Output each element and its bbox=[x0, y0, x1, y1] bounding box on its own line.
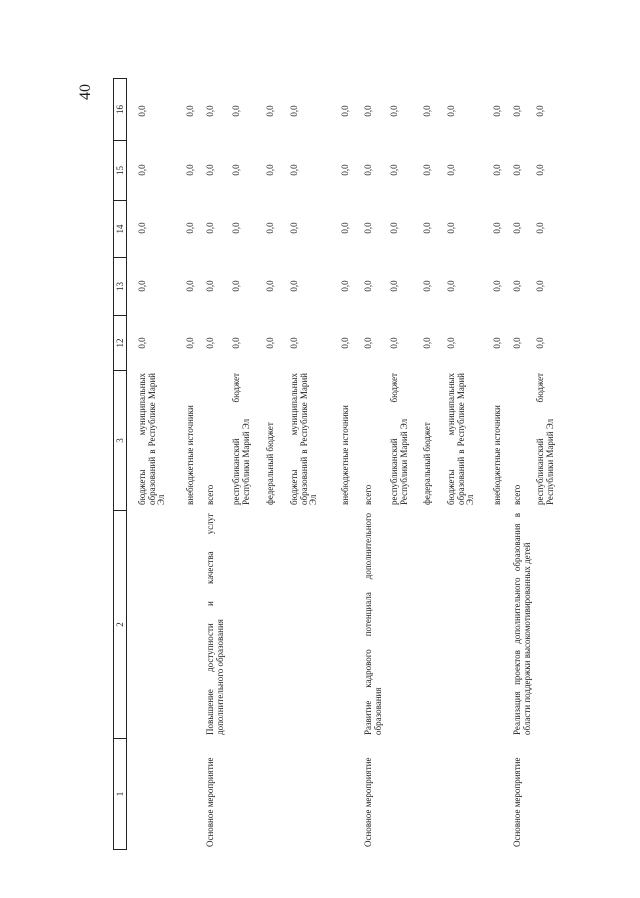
funding-source: бюджеты муниципальных образований в Республике Марий Эл bbox=[446, 373, 476, 505]
value-col-14: 0,0 bbox=[512, 222, 522, 234]
value-col-12: 0,0 bbox=[512, 337, 522, 349]
value-col-15: 0,0 bbox=[137, 164, 147, 176]
table-row bbox=[446, 68, 476, 858]
value-col-16: 0,0 bbox=[289, 105, 299, 117]
funding-source: всего bbox=[363, 484, 373, 505]
value-col-16: 0,0 bbox=[512, 105, 522, 117]
funding-source: внебюджетные источники bbox=[185, 405, 195, 505]
table-row bbox=[265, 68, 275, 858]
value-col-12: 0,0 bbox=[137, 337, 147, 349]
header-col-12: 12 bbox=[113, 315, 127, 370]
value-col-14: 0,0 bbox=[185, 222, 195, 234]
value-col-14: 0,0 bbox=[446, 222, 456, 234]
table-row bbox=[340, 68, 350, 858]
value-col-13: 0,0 bbox=[535, 280, 545, 292]
value-col-14: 0,0 bbox=[265, 222, 275, 234]
funding-source: внебюджетные источники bbox=[492, 405, 502, 505]
value-col-13: 0,0 bbox=[422, 280, 432, 292]
value-col-14: 0,0 bbox=[535, 222, 545, 234]
value-col-15: 0,0 bbox=[363, 164, 373, 176]
value-col-14: 0,0 bbox=[389, 222, 399, 234]
value-col-15: 0,0 bbox=[185, 164, 195, 176]
value-col-14: 0,0 bbox=[205, 222, 215, 234]
rotated-document-page bbox=[75, 68, 565, 858]
value-col-13: 0,0 bbox=[389, 280, 399, 292]
funding-source: республиканский бюджет Республики Марий Эл bbox=[231, 373, 251, 505]
funding-source: федеральный бюджет bbox=[422, 422, 432, 505]
value-col-12: 0,0 bbox=[363, 337, 373, 349]
value-col-14: 0,0 bbox=[422, 222, 432, 234]
value-col-16: 0,0 bbox=[535, 105, 545, 117]
value-col-16: 0,0 bbox=[231, 105, 241, 117]
funding-source: всего bbox=[205, 484, 215, 505]
value-col-13: 0,0 bbox=[265, 280, 275, 292]
value-col-14: 0,0 bbox=[340, 222, 350, 234]
header-col-3: 3 bbox=[113, 370, 127, 510]
value-col-13: 0,0 bbox=[340, 280, 350, 292]
value-col-14: 0,0 bbox=[137, 222, 147, 234]
table-row bbox=[363, 68, 383, 858]
table-row bbox=[137, 68, 167, 858]
value-col-12: 0,0 bbox=[422, 337, 432, 349]
table-row bbox=[185, 68, 195, 858]
value-col-12: 0,0 bbox=[535, 337, 545, 349]
value-col-16: 0,0 bbox=[422, 105, 432, 117]
value-col-15: 0,0 bbox=[289, 164, 299, 176]
value-col-13: 0,0 bbox=[289, 280, 299, 292]
header-col-13: 13 bbox=[113, 257, 127, 315]
value-col-14: 0,0 bbox=[363, 222, 373, 234]
value-col-13: 0,0 bbox=[231, 280, 241, 292]
value-col-16: 0,0 bbox=[363, 105, 373, 117]
value-col-14: 0,0 bbox=[289, 222, 299, 234]
value-col-16: 0,0 bbox=[137, 105, 147, 117]
value-col-15: 0,0 bbox=[446, 164, 456, 176]
value-col-12: 0,0 bbox=[231, 337, 241, 349]
activity-type: Основное мероприятие bbox=[205, 757, 215, 847]
value-col-14: 0,0 bbox=[492, 222, 502, 234]
activity-name: Повышение доступности и качества услуг дополнительного образования bbox=[205, 513, 225, 735]
value-col-16: 0,0 bbox=[205, 105, 215, 117]
activity-type: Основное мероприятие bbox=[512, 757, 522, 847]
activity-name: Реализация проектов дополнительного образования в области поддержки высокомотивированных детей bbox=[512, 513, 532, 735]
value-col-15: 0,0 bbox=[492, 164, 502, 176]
value-col-13: 0,0 bbox=[446, 280, 456, 292]
value-col-15: 0,0 bbox=[340, 164, 350, 176]
table-row bbox=[231, 68, 251, 858]
activity-name: Развитие кадрового потенциала дополнительного образования bbox=[363, 513, 383, 735]
activity-type: Основное мероприятие bbox=[363, 757, 373, 847]
funding-source: республиканский бюджет Республики Марий Эл bbox=[535, 373, 555, 505]
value-col-16: 0,0 bbox=[446, 105, 456, 117]
table-row bbox=[492, 68, 502, 858]
table-row bbox=[422, 68, 432, 858]
value-col-16: 0,0 bbox=[492, 105, 502, 117]
header-col-16: 16 bbox=[113, 78, 127, 140]
page-number: 40 bbox=[77, 84, 94, 100]
value-col-12: 0,0 bbox=[205, 337, 215, 349]
value-col-12: 0,0 bbox=[289, 337, 299, 349]
value-col-15: 0,0 bbox=[231, 164, 241, 176]
header-col-15: 15 bbox=[113, 140, 127, 200]
value-col-12: 0,0 bbox=[446, 337, 456, 349]
table-row bbox=[512, 68, 532, 858]
funding-source: республиканский бюджет Республики Марий Эл bbox=[389, 373, 409, 505]
value-col-15: 0,0 bbox=[535, 164, 545, 176]
value-col-13: 0,0 bbox=[363, 280, 373, 292]
value-col-13: 0,0 bbox=[185, 280, 195, 292]
value-col-13: 0,0 bbox=[512, 280, 522, 292]
value-col-12: 0,0 bbox=[265, 337, 275, 349]
value-col-15: 0,0 bbox=[422, 164, 432, 176]
value-col-13: 0,0 bbox=[137, 280, 147, 292]
value-col-12: 0,0 bbox=[492, 337, 502, 349]
value-col-15: 0,0 bbox=[512, 164, 522, 176]
funding-source: внебюджетные источники bbox=[340, 405, 350, 505]
value-col-12: 0,0 bbox=[340, 337, 350, 349]
value-col-16: 0,0 bbox=[340, 105, 350, 117]
value-col-12: 0,0 bbox=[185, 337, 195, 349]
value-col-16: 0,0 bbox=[185, 105, 195, 117]
value-col-13: 0,0 bbox=[205, 280, 215, 292]
header-col-2: 2 bbox=[113, 510, 127, 738]
value-col-15: 0,0 bbox=[265, 164, 275, 176]
table-row bbox=[205, 68, 225, 858]
value-col-16: 0,0 bbox=[389, 105, 399, 117]
table-row bbox=[535, 68, 555, 858]
funding-source: всего bbox=[512, 484, 522, 505]
funding-source: бюджеты муниципальных образований в Республике Марий Эл bbox=[137, 373, 167, 505]
header-col-14: 14 bbox=[113, 200, 127, 257]
table-row bbox=[389, 68, 409, 858]
value-col-13: 0,0 bbox=[492, 280, 502, 292]
value-col-15: 0,0 bbox=[205, 164, 215, 176]
value-col-14: 0,0 bbox=[231, 222, 241, 234]
value-col-16: 0,0 bbox=[265, 105, 275, 117]
funding-source: бюджеты муниципальных образований в Республике Марий Эл bbox=[289, 373, 319, 505]
value-col-15: 0,0 bbox=[389, 164, 399, 176]
header-col-1: 1 bbox=[113, 738, 127, 850]
table-row bbox=[289, 68, 319, 858]
funding-source: федеральный бюджет bbox=[265, 422, 275, 505]
value-col-12: 0,0 bbox=[389, 337, 399, 349]
